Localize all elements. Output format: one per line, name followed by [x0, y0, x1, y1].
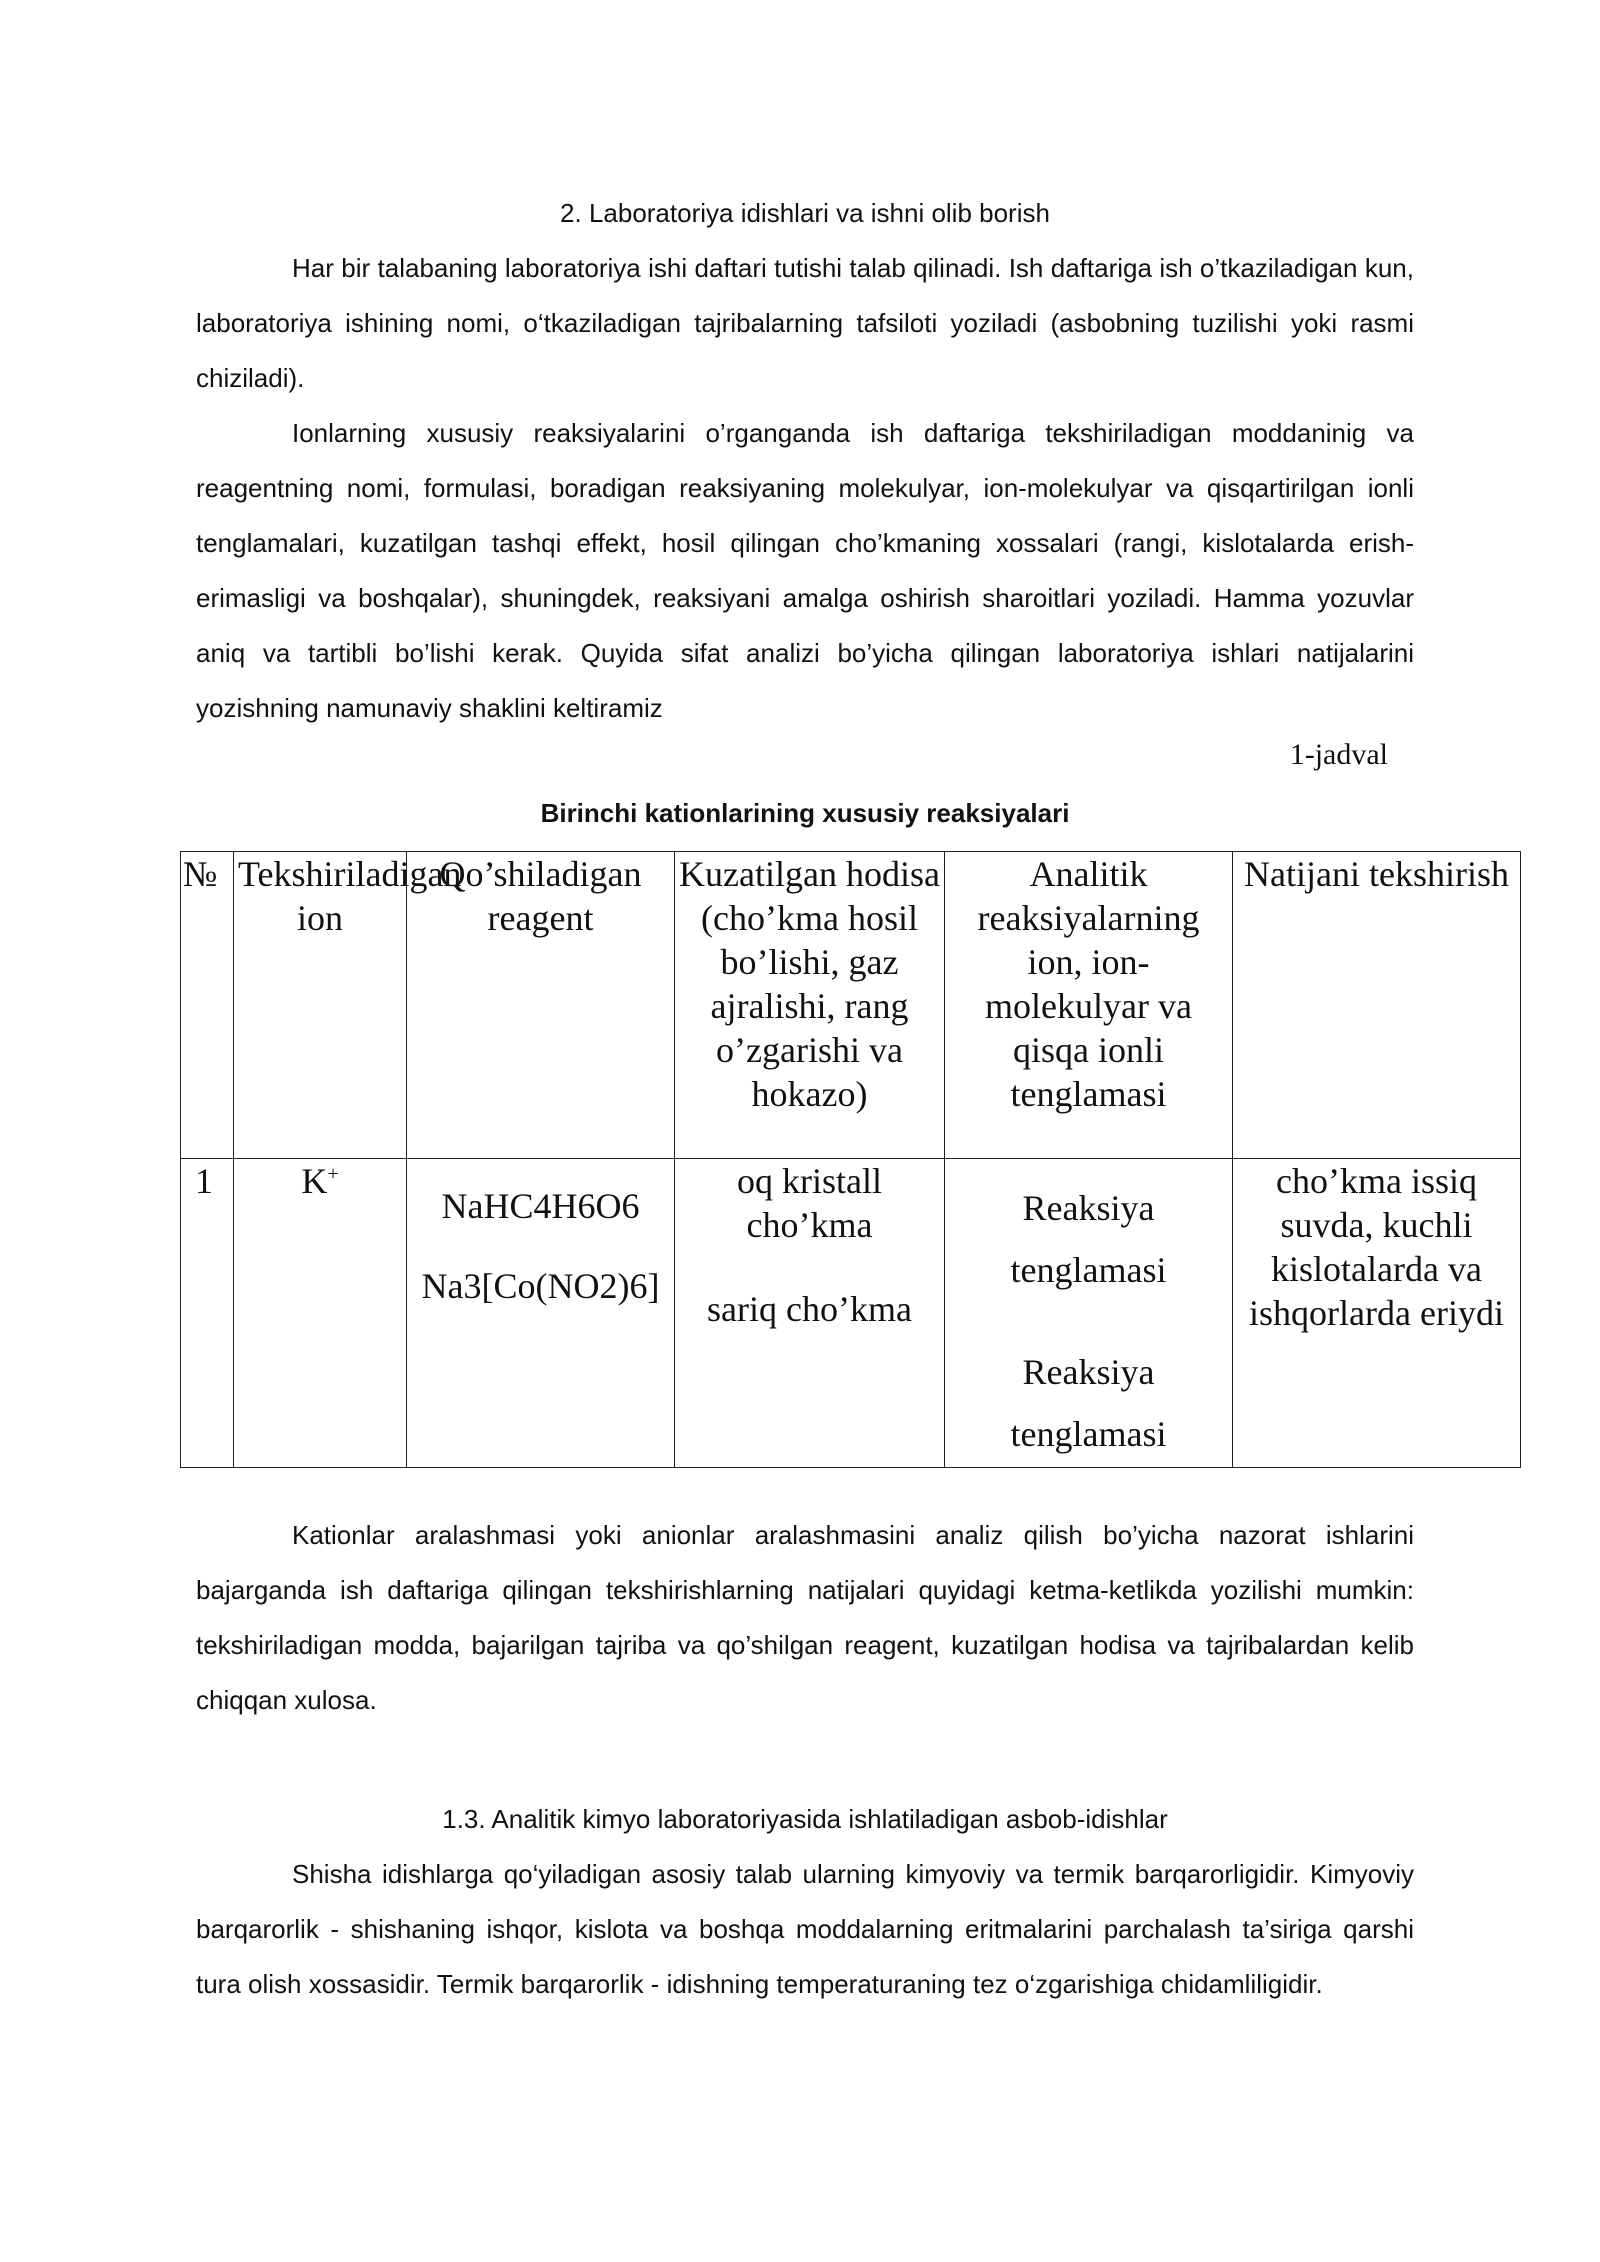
- header-ion: Tekshiriladigan ion: [234, 852, 407, 1159]
- row-observation: [675, 1159, 945, 1468]
- row-number: 1: [181, 1159, 234, 1468]
- section-heading: 2. Laboratoriya idishlari va ishni olib borish: [560, 198, 1050, 228]
- reagent-1: NaHC4H6O6: [441, 1186, 640, 1226]
- paragraph-notebook: [196, 241, 1414, 406]
- header-observation: Kuzatilgan hodisa (cho’kma hosil bo’lishi, gaz ajralishi, rang o’zgarishi va hokazo): [675, 852, 945, 1159]
- paragraph-glassware: [196, 1847, 1414, 2012]
- observation-2: sariq cho’kma: [707, 1289, 912, 1329]
- ion-charge: +: [327, 1163, 339, 1185]
- row-ion: [234, 1159, 407, 1468]
- observation-1: oq kristall cho’kma: [737, 1161, 882, 1245]
- paragraph-control-works: [196, 1508, 1414, 1728]
- header-reagent: Qo’shiladigan reagent: [407, 852, 675, 1159]
- paragraph-text: Kationlar aralashmasi yoki anionlar aralashmasini analiz qilish bo’yicha nazorat ishlarini bajarganda ish daftariga qilingan tekshirishlarning natijalari quyidagi ketma-ketlikda yozilishi mumkin: tekshiriladigan modda, bajarilgan tajriba va qo’shilgan reagent, kuzatilgan hodisa va tajribalardan kelib chiqqan xulosa.: [196, 1520, 1414, 1715]
- paragraph-ion-reactions: [196, 406, 1414, 736]
- equation-2: Reaksiya tenglamasi: [1010, 1352, 1167, 1454]
- header-equation: Analitik reaksiyalarning ion, ion-molekulyar va qisqa ionli tenglamasi: [945, 852, 1233, 1159]
- paragraph-text: Ionlarning xususiy reaksiyalarini o’rganganda ish daftariga tekshiriladigan moddaninig va reagentning nomi, formulasi, boradigan reaksiyaning molekulyar, ion-molekulyar va qisqartirilgan ionli tenglamalari, kuzatilgan tashqi effekt, hosil qilingan cho’kmaning xossalari (rangi, kislotalarda erish-erimasligi va boshqalar), shuningdek, reaksiyani amalga oshirish sharoitlari yoziladi. Hamma yozuvlar aniq va tartibli bo’lishi kerak. Quyida sifat analizi bo’yicha qilingan laboratoriya ishlari natijalarini yozishning namunaviy shaklini keltiramiz: [196, 418, 1414, 723]
- section-heading-2: 1.3. Analitik kimyo laboratoriyasida ishlatiladigan asbob-idishlar: [442, 1804, 1168, 1834]
- reactions-table: [180, 851, 1521, 1468]
- ion-symbol: K: [301, 1161, 328, 1201]
- paragraph-text: Shisha idishlarga qo‘yiladigan asosiy talab ularning kimyoviy va termik barqarorligidir. Kimyoviy barqarorlik - shishaning ishqor, kislota va boshqa moddalarning eritmalarini parchalash ta’siriga qarshi tura olish xossasidir. Termik barqarorlik - idishning temperaturaning tez o‘zgarishiga chidamliligidir.: [196, 1859, 1414, 1999]
- table-number: 1-jadval: [1289, 738, 1388, 771]
- equation-1: Reaksiya tenglamasi: [1010, 1188, 1167, 1290]
- row-reagent: [407, 1159, 675, 1468]
- table-title: Birinchi kationlarining xususiy reaksiyalari: [540, 798, 1070, 828]
- table-row: [181, 1159, 1521, 1468]
- row-equation: [945, 1159, 1233, 1468]
- header-check: Natijani tekshirish: [1233, 852, 1521, 1159]
- row-check: cho’kma issiq suvda, kuchli kislotalarda va ishqorlarda eriydi: [1233, 1159, 1521, 1468]
- reagent-2: Na3[Co(NO2)6]: [421, 1266, 660, 1306]
- table-header-row: [181, 852, 1521, 1159]
- paragraph-text: Har bir talabaning laboratoriya ishi daftari tutishi talab qilinadi. Ish daftariga ish o’tkaziladigan kun, laboratoriya ishining nomi, o‘tkaziladigan tajribalarning tafsiloti yoziladi (asbobning tuzilishi yoki rasmi chiziladi).: [196, 253, 1414, 393]
- header-number: №: [181, 852, 234, 1159]
